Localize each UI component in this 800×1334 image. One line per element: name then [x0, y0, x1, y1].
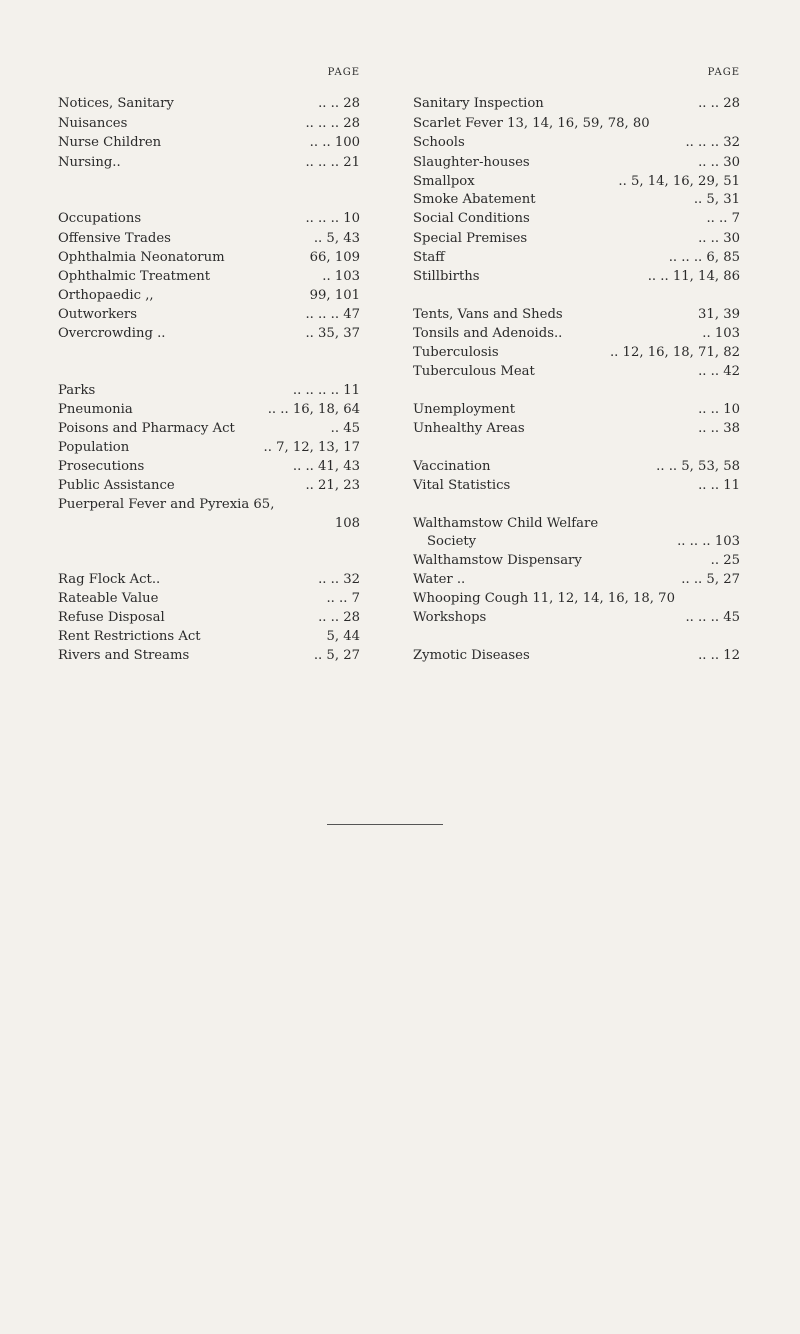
entry-label: Outworkers — [58, 307, 138, 322]
entry-pages: 99, 101 — [309, 288, 360, 303]
entry-label: Poisons and Pharmacy Act — [58, 421, 235, 436]
entry-pages: .. .. 100 — [309, 135, 360, 150]
entry-pages: .. .. 41, 43 — [292, 459, 360, 474]
entry-label: Overcrowding .. — [58, 326, 166, 341]
entry-pages: .. .. 38 — [698, 421, 740, 436]
entry-label: Vaccination — [413, 459, 491, 474]
entry-pages: .. 5, 27 — [313, 648, 360, 663]
entry-pages: .. .. 28 — [318, 610, 360, 625]
entry-label: Special Premises — [413, 231, 528, 246]
entry-label: Ophthalmic Treatment — [58, 269, 211, 284]
entry-pages: .. .. 5, 53, 58 — [656, 459, 740, 474]
entry-pages: .. .. 10 — [698, 402, 740, 417]
entry-label: Nuisances — [58, 116, 128, 131]
entry-label: Unemployment — [413, 402, 516, 417]
entry-label: Workshops — [413, 610, 487, 625]
entry-pages: .. 5, 43 — [313, 231, 360, 246]
entry-label: Puerperal Fever and Pyrexia 65, — [58, 497, 275, 512]
entry-pages: .. 25 — [710, 553, 740, 568]
entry-pages: .. .. 42 — [698, 364, 740, 379]
entry-pages: 66, 109 — [309, 250, 360, 265]
entry-pages: .. 5, 14, 16, 29, 51 — [618, 174, 740, 189]
entry-label: Scarlet Fever 13, 14, 16, 59, 78, 80 — [413, 116, 650, 131]
entry-pages: .. .. .. 28 — [305, 116, 360, 131]
entry-label: Slaughter-houses — [413, 155, 530, 170]
entry-pages: 5, 44 — [326, 629, 360, 644]
entry-pages: .. .. .. 103 — [677, 534, 740, 549]
entry-pages: .. 103 — [702, 326, 740, 341]
entry-label: Tents, Vans and Sheds — [413, 307, 563, 322]
entry-pages: .. .. 30 — [698, 155, 740, 170]
entry-pages: .. 5, 31 — [693, 192, 740, 207]
entry-label: Nurse Children — [58, 135, 162, 150]
entry-label: Unhealthy Areas — [413, 421, 525, 436]
entry-label: Smallpox — [413, 174, 475, 189]
entry-label: Stillbirths — [413, 269, 480, 284]
entry-pages: .. .. 11 — [698, 478, 740, 493]
entry-pages: .. .. 16, 18, 64 — [267, 402, 360, 417]
entry-label: Population — [58, 440, 130, 455]
entry-pages: .. .. 28 — [698, 96, 740, 111]
entry-pages: .. .. 12 — [698, 648, 740, 663]
entry-pages: .. .. .. 47 — [305, 307, 360, 322]
entry-label: Pneumonia — [58, 402, 133, 417]
entry-pages: 108 — [334, 516, 360, 531]
entry-label: Whooping Cough 11, 12, 14, 16, 18, 70 — [413, 591, 675, 606]
entry-label: Orthopaedic ,, — [58, 288, 154, 303]
entry-pages: .. .. .. 6, 85 — [668, 250, 740, 265]
entry-label: Social Conditions — [413, 211, 530, 226]
entry-label: Sanitary Inspection — [413, 96, 544, 111]
entry-pages: .. 35, 37 — [305, 326, 360, 341]
entry-label: Tuberculosis — [413, 345, 499, 360]
entry-pages: .. .. 5, 27 — [681, 572, 740, 587]
entry-label: Smoke Abatement — [413, 192, 536, 207]
entry-label: Parks — [58, 383, 96, 398]
entry-label: Ophthalmia Neonatorum — [58, 250, 225, 265]
left-page-header: PAGE — [327, 67, 360, 78]
entry-label: Rateable Value — [58, 591, 159, 606]
entry-pages: 31, 39 — [698, 307, 740, 322]
entry-label: Occupations — [58, 211, 142, 226]
right-page-header: PAGE — [707, 67, 740, 78]
entry-pages: .. .. .. 10 — [305, 211, 360, 226]
entry-pages: .. .. 11, 14, 86 — [647, 269, 740, 284]
entry-pages: .. 7, 12, 13, 17 — [263, 440, 360, 455]
entry-label: Rag Flock Act.. — [58, 572, 161, 587]
entry-label: Schools — [413, 135, 465, 150]
entry-label: Offensive Trades — [58, 231, 171, 246]
entry-pages: .. .. .. .. 11 — [292, 383, 360, 398]
entry-pages: .. .. .. 21 — [305, 155, 360, 170]
entry-pages: .. 21, 23 — [305, 478, 360, 493]
closing-rule — [327, 824, 443, 825]
entry-label: Walthamstow Child Welfare — [413, 516, 599, 531]
entry-label: Tonsils and Adenoids.. — [413, 326, 563, 341]
entry-label: Walthamstow Dispensary — [413, 553, 582, 568]
entry-pages: .. .. 28 — [318, 96, 360, 111]
entry-label: Zymotic Diseases — [413, 648, 530, 663]
entry-pages: .. .. 32 — [318, 572, 360, 587]
entry-pages: .. 103 — [322, 269, 360, 284]
entry-pages: .. 45 — [330, 421, 360, 436]
entry-label: Public Assistance — [58, 478, 175, 493]
entry-label: Society — [427, 534, 477, 549]
entry-label: Rivers and Streams — [58, 648, 190, 663]
entry-label: Vital Statistics — [413, 478, 511, 493]
entry-label: Notices, Sanitary — [58, 96, 174, 111]
entry-label: Tuberculous Meat — [413, 364, 535, 379]
entry-pages: .. .. 30 — [698, 231, 740, 246]
entry-label: Water .. — [413, 572, 466, 587]
entry-pages: .. .. .. 32 — [685, 135, 740, 150]
entry-pages: .. .. .. 45 — [685, 610, 740, 625]
entry-label: Prosecutions — [58, 459, 145, 474]
entry-label: Staff — [413, 250, 445, 265]
entry-pages: .. .. 7 — [326, 591, 360, 606]
entry-label: Nursing.. — [58, 155, 121, 170]
entry-label: Refuse Disposal — [58, 610, 165, 625]
entry-label: Rent Restrictions Act — [58, 629, 201, 644]
entry-pages: .. 12, 16, 18, 71, 82 — [609, 345, 740, 360]
entry-pages: .. .. 7 — [706, 211, 740, 226]
